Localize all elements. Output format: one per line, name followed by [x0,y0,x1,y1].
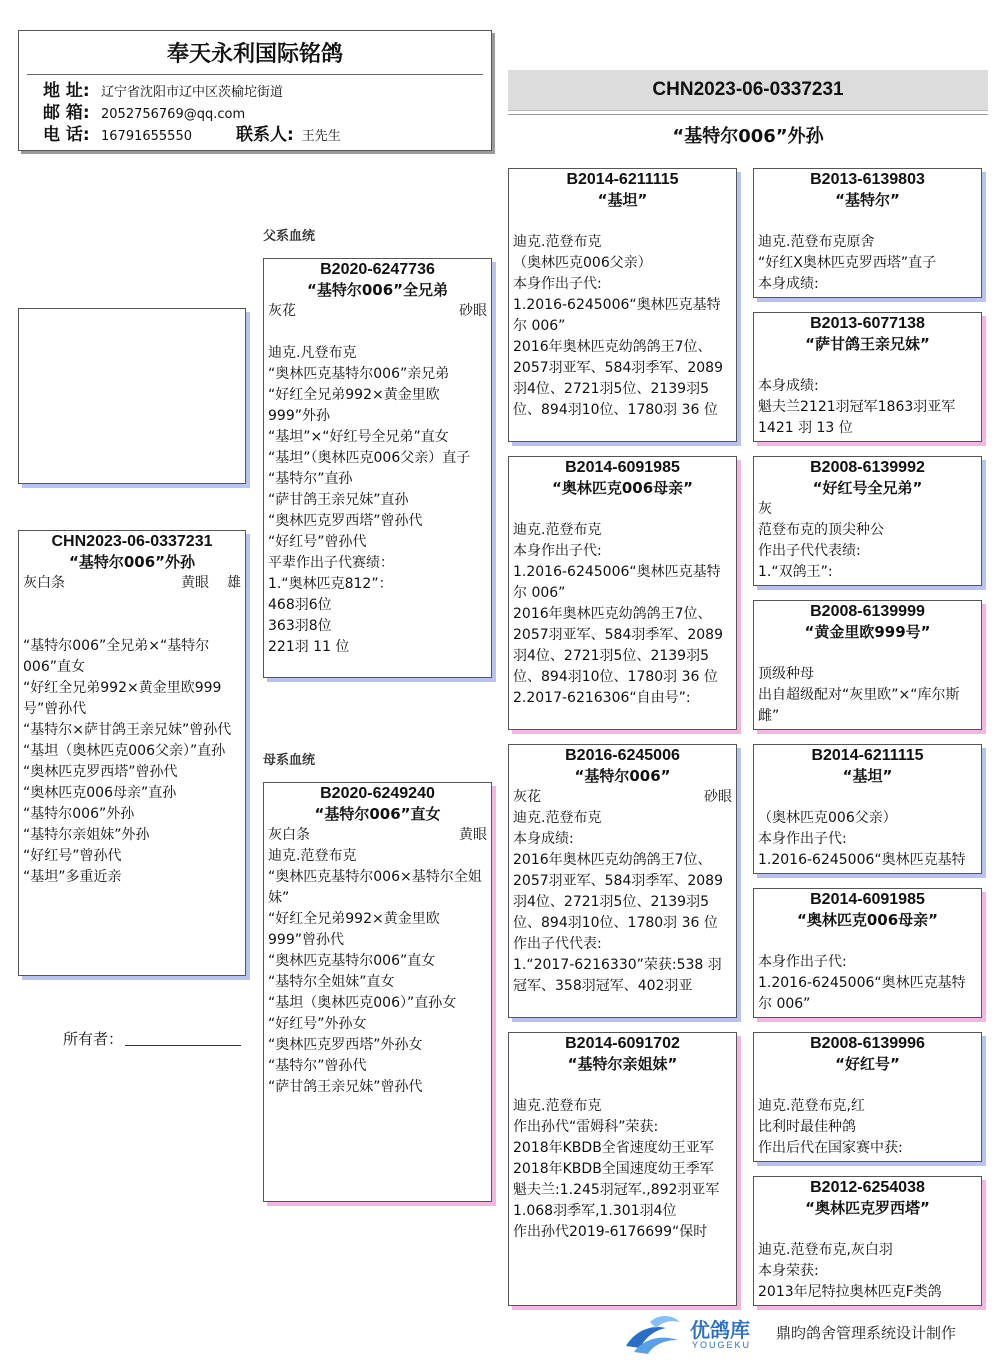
dsd-ring: B2014-6091985 [810,891,925,908]
ddd-name: “奥林匹克罗西塔” [805,1199,930,1217]
dss-card [753,744,982,874]
dds-card [753,1032,982,1162]
subject-traits [19,573,245,594]
ddd-notes: 迪克.范登布克,灰白羽 本身荣获: 2013年尼特拉奥林匹克F类鸽 [758,1242,942,1300]
ssd-name: “萨甘鸽王亲兄妹” [805,335,930,353]
email-row [19,103,491,125]
loft-header-card [18,30,492,151]
dam-ring: B2020-6249240 [320,785,435,802]
ddd-ring: B2012-6254038 [810,1179,925,1196]
sd-notes: 迪克.范登布克 本身作出子代: 1.2016-6245006“奥林匹克基特尔 006” 2016年奥林匹克幼鸽鸽王7位、2057羽亚军、584羽季军、2089羽4位、2721羽5位、2139羽5位、894羽10位、1780羽 36 位 2.2017-6216306“自由号”: [513,522,723,706]
sds-name: “好红号全兄弟” [812,479,923,497]
sire-sire-card [508,168,737,442]
ds-eye: 砂眼 [704,789,732,805]
dss-notes: （奥林匹克006父亲） 本身作出子代: 1.2016-6245006“奥林匹克基特 [758,810,966,868]
ds-name: “基特尔006” [574,767,671,785]
sss-card [753,168,982,298]
main-pigeon-name: “基特尔006”外孙 [672,126,824,147]
ds-notes: 迪克.范登布克 本身成绩: 2016年奥林匹克幼鸽鸽王7位、2057羽亚军、584羽季军、2089羽4位、2721羽5位、2139羽5位、894羽10位、1780羽 36 位 作出子代代表: 1.“2017-6216330”荣获:538 羽冠军、358羽冠军、402羽亚 [513,810,723,994]
ddd-card [753,1176,982,1306]
dam-notes: 迪克.范登布克 “奥林匹克基特尔006×基特尔全姐妹” “好红全兄弟992×黄金里欧999”曾孙代 “奥林匹克基特尔006”直女 “基特尔全姐妹”直女 “基坦（奥林匹克006）”直孙女 “好红号”外孙女 “奥林匹克罗西塔”外孙女 “基特尔”曾孙代 “萨甘鸽王亲兄妹”曾孙代 [268,848,482,1095]
dam-dam-card [508,1032,737,1306]
dsd-name: “奥林匹克006母亲” [796,911,939,929]
ssd-ring: B2013-6077138 [810,315,925,332]
sss-ring: B2013-6139803 [810,171,925,188]
sire-traits [264,301,491,322]
address-label: 地 址: [43,81,90,101]
header-divider [27,74,483,75]
dam-traits [264,825,491,846]
email-value: 2052756769@qq.com [101,107,246,122]
ds-color: 灰花 [513,789,541,805]
main-band-divider [508,114,988,115]
phone-value: 16791655550 [101,129,192,144]
sds-notes: 灰 范登布克的顶尖种公 作出子代代表绩: 1.“双鸽王”: [758,501,884,580]
sire-color: 灰花 [268,303,296,319]
sds-ring: B2008-6139992 [810,459,925,476]
sss-notes: 迪克.范登布克原舍 “好红X奥林匹克罗西塔”直子 本身成绩: [758,234,937,292]
dds-notes: 迪克.范登布克,红 比利时最佳种鸽 作出后代在国家赛中获: [758,1098,903,1156]
sire-notes: 迪克.凡登布克 “奥林匹克基特尔006”亲兄弟 “好红全兄弟992×黄金里欧999”外孙 “基坦”×“好红号全兄弟”直女 “基坦”（奥林匹克006父亲）直子 “基特尔”直孙 “萨甘鸽王亲兄妹”直孙 “奥林匹克罗西塔”曾孙代 “好红号”曾孙代 平辈作出子代赛绩： 1.“奥林匹克812”： 468羽6位 363羽8位 221羽 11 位 [268,345,471,655]
sire-name: “基特尔006”全兄弟 [306,281,449,299]
sdd-name: “黄金里欧999号” [804,623,931,641]
owner-blank-line[interactable] [125,1045,241,1046]
sd-name: “奥林匹克006母亲” [551,479,694,497]
brand-footer [620,1310,1000,1360]
subject-sex: 雄 [227,575,241,591]
sds-card [753,456,982,586]
sire-line-label: 父系血统 [263,229,316,244]
phone-label: 电 话: [43,125,90,145]
sdd-notes: 顶级种母 出自超级配对“灰里欧”×“库尔斯雌” [758,666,960,724]
dam-name: “基特尔006”直女 [314,805,441,823]
brand-sub: YOUGEKU [692,1340,752,1350]
subject-ring: CHN2023-06-0337231 [51,533,213,550]
contact-value: 王先生 [301,129,341,144]
dss-ring: B2014-6211115 [811,747,924,764]
address-value: 辽宁省沈阳市辽中区茨榆坨街道 [101,85,284,100]
ss-name: “基坦” [597,191,648,209]
email-label: 邮 箱: [43,103,90,123]
sire-card [263,258,492,678]
owner-label: 所有者： [63,1030,124,1048]
brand-credit: 鼎昀鸽舍管理系统设计制作 [776,1324,957,1342]
ssd-card [753,312,982,442]
dsd-card [753,888,982,1018]
sss-name: “基特尔” [835,191,900,209]
ss-notes: 迪克.范登布克 （奥林匹克006父亲） 本身作出子代: 1.2016-6245006“奥林匹克基特尔 006” 2016年奥林匹克幼鸽鸽王7位、2057羽亚军、584羽季军、2089羽4位、2721羽5位、2139羽5位、894羽10位、1780羽 36 位 [513,234,723,418]
dam-eye: 黄眼 [459,827,487,843]
ds-ring: B2016-6245006 [565,747,680,764]
dam-line-label: 母系血统 [263,753,316,768]
dd-ring: B2014-6091702 [565,1035,680,1052]
dam-sire-card [508,744,737,1018]
dds-name: “好红号” [835,1055,900,1073]
sire-dam-card [508,456,737,730]
sdd-card [753,600,982,730]
phone-row [19,125,491,147]
ss-ring: B2014-6211115 [566,171,679,188]
dd-name: “基特尔亲姐妹” [567,1055,678,1073]
dam-color: 灰白条 [268,827,310,843]
dds-ring: B2008-6139996 [810,1035,925,1052]
ssd-notes: 本身成绩: 魁夫兰2121羽冠军1863羽亚军1421 羽 13 位 [758,378,956,436]
ds-traits [509,787,736,808]
subject-card [18,530,246,976]
dd-notes: 迪克.范登布克 作出孙代“雷姆科”荣获: 2018年KBDB全省速度幼王亚军 2018年KBDB全国速度幼王季军 魁夫兰:1.245羽冠军.,892羽亚军 1.068羽季军,1.301羽4位 作出孙代2019-6176699“保时 [513,1098,720,1240]
sire-ring: B2020-6247736 [320,261,435,278]
dsd-notes: 本身作出子代: 1.2016-6245006“奥林匹克基特尔 006” [758,954,966,1012]
dss-name: “基坦” [842,767,893,785]
main-ring-band: CHN2023-06-0337231 [508,70,988,111]
subject-eye: 黄眼 [181,575,209,591]
brand-name: 优鸽库 [690,1318,750,1342]
loft-title: 奉天永利国际铭鸽 [166,42,343,67]
sd-ring: B2014-6091985 [565,459,680,476]
sire-eye: 砂眼 [459,303,487,319]
contact-label: 联系人: [235,125,294,145]
wave-logo-icon [620,1310,686,1356]
subject-name: “基特尔006”外孙 [68,553,196,571]
address-row [19,81,491,103]
subject-color: 灰白条 [23,575,65,591]
subject-notes: “基特尔006”全兄弟×“基特尔006”直女 “好红全兄弟992×黄金里欧999号”曾孙代 “基特尔×萨甘鸽王亲兄妹”曾孙代 “基坦（奥林匹克006父亲）”直孙 “奥林匹克罗西塔”曾孙代 “奥林匹克006母亲”直孙 “基特尔006”外孙 “基特尔亲姐妹”外孙 “好红号”曾孙代 “基坦”多重近亲 [23,638,232,885]
sdd-ring: B2008-6139999 [810,603,925,620]
dam-card [263,782,492,1202]
owner-field [63,1028,241,1049]
photo-frame [18,308,246,484]
